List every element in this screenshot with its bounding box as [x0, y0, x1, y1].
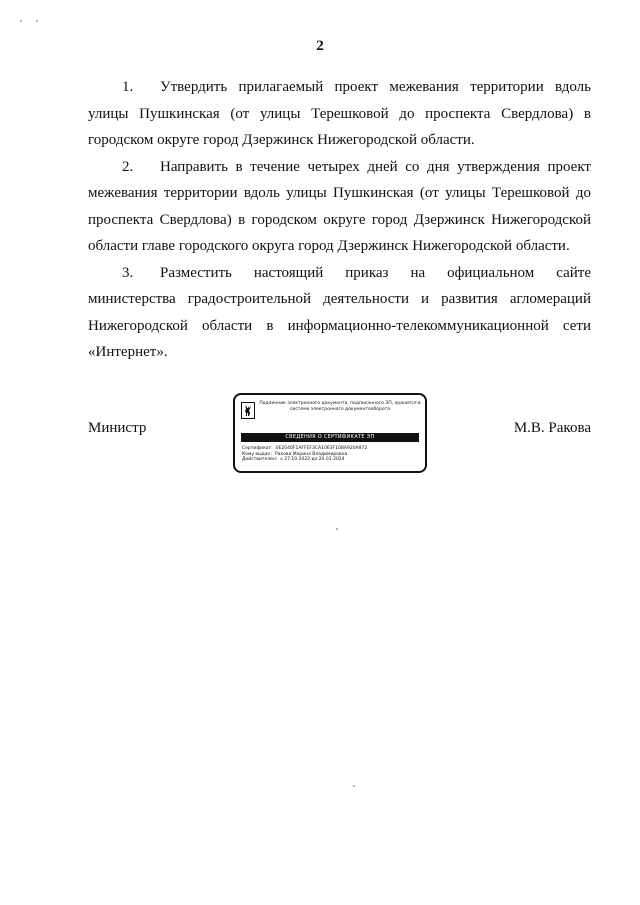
stamp-header: Подлинник электронного документа, подписанного ЭП, хранится в системе электронного документооборота — [259, 401, 421, 412]
issued-to-value: Ракова Марина Владимировна — [274, 451, 348, 457]
certificate-details — [242, 446, 420, 463]
scan-speck — [336, 528, 338, 530]
page-number: 2 — [316, 38, 324, 54]
paragraph-text: Разместить настоящий приказ на официальном сайте министерства градостроительной деятельности и развития агломераций Нижегородской области в информационно-телекоммуникационной сети «Интернет». — [88, 264, 591, 360]
paragraph-number: 2. — [122, 158, 134, 175]
issued-to-label: Кому выдан: — [242, 451, 272, 457]
paragraph-number: 3. — [122, 264, 134, 281]
paragraph-text: Направить в течение четырех дней со дня утверждения проект межевания территории вдоль улицы Пушкинская (от улицы Терешковой до проспекта Свердлова) в городском округе город Дзержинск Нижегородской области главе городского округа город Дзержинск Нижегородской области. — [88, 158, 591, 254]
validity-line — [242, 457, 420, 463]
certificate-value: 0E2040F1AFFEF3CA1063F10BA920A972 — [275, 446, 368, 451]
signer-role: Министр — [88, 420, 147, 436]
validity-value: с 27.10.2022 до 20.01.2024 — [280, 457, 345, 463]
deer-coat-of-arms-icon — [241, 402, 255, 419]
certificate-label: Сертификат: — [242, 446, 273, 451]
electronic-signature-stamp — [233, 393, 427, 473]
document-body — [88, 74, 591, 366]
stamp-banner: СВЕДЕНИЯ О СЕРТИФИКАТЕ ЭП — [241, 433, 419, 442]
validity-label: Действителен: — [242, 457, 278, 463]
paragraph-2 — [88, 154, 591, 260]
scan-speck — [36, 20, 38, 22]
paragraph-number: 1. — [122, 79, 134, 95]
paragraph-3 — [88, 260, 591, 366]
scan-speck — [353, 785, 355, 787]
signer-name: М.В. Ракова — [513, 420, 591, 436]
deer-coat-of-arms-icon-graphic — [242, 403, 254, 418]
paragraph-1 — [88, 74, 591, 154]
scan-speck — [20, 20, 22, 22]
paragraph-text: Утвердить прилагаемый проект межевания территории вдоль улицы Пушкинская (от улицы Терешковой до проспекта Свердлова) в городском округе город Дзержинск Нижегородской области. — [88, 79, 591, 148]
